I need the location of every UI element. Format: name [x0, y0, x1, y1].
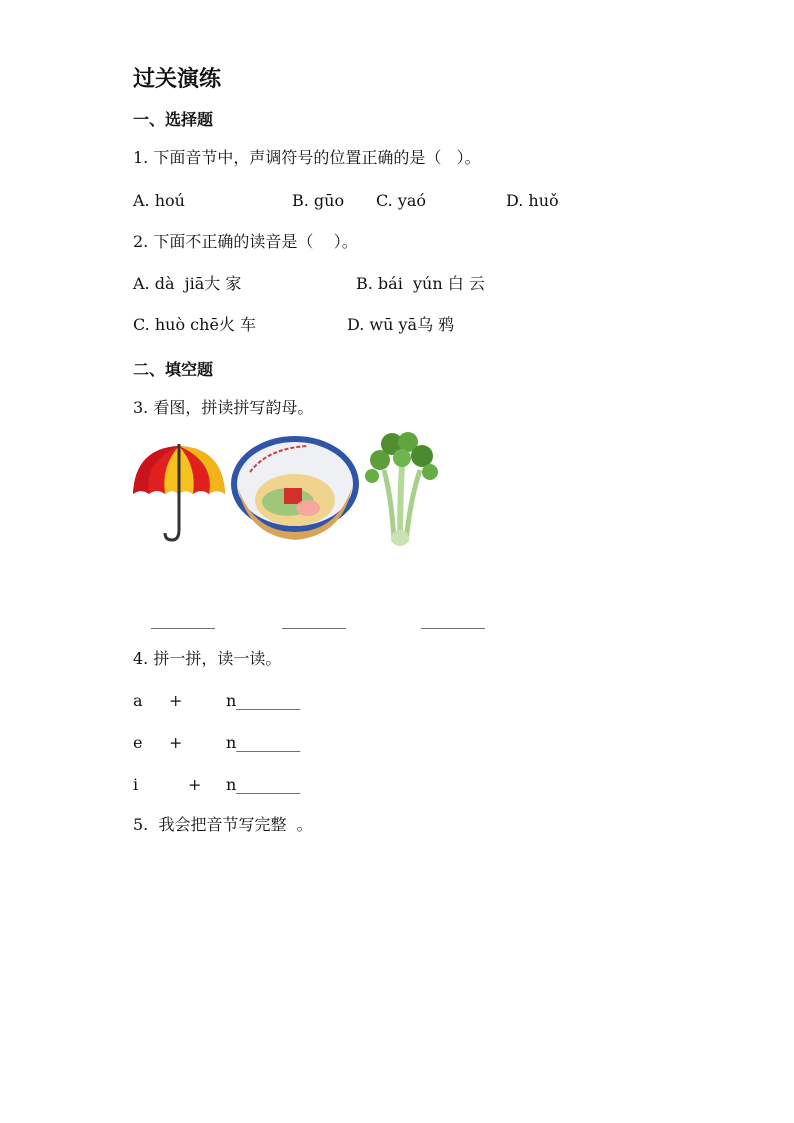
q4-row-3-left: i [133, 775, 139, 794]
q4-row-2-right[interactable]: n________ [226, 733, 301, 752]
q2-option-c: C. huò chē火 车 [133, 315, 256, 334]
page-title: 过关演练 [133, 67, 222, 92]
section-heading-fill: 二、填空题 [133, 360, 214, 379]
q4-row-3-plus: + [188, 775, 202, 794]
question-1-stem: 1. 下面音节中，声调符号的位置正确的是（ ）。 [133, 148, 481, 167]
section-heading-choice: 一、选择题 [133, 110, 214, 129]
q4-row-3-right[interactable]: n________ [226, 775, 301, 794]
q1-option-b: B. gūo [292, 191, 345, 210]
celery-image [364, 430, 440, 548]
bowl-image [228, 432, 362, 544]
q3-blank-1[interactable]: ________ [151, 610, 215, 629]
question-5-stem: 5. 我会把音节写完整 。 [133, 815, 313, 834]
umbrella-image [131, 442, 227, 544]
q2-option-d: D. wū yā乌 鸦 [347, 315, 455, 334]
q4-row-2-left: e [133, 733, 143, 752]
q3-blank-3[interactable]: ________ [421, 610, 485, 629]
q4-row-1-left: a [133, 691, 143, 710]
q1-option-a: A. hoú [133, 191, 185, 210]
q1-option-d: D. huǒ [506, 191, 559, 210]
question-3-stem: 3. 看图，拼读拼写韵母。 [133, 398, 314, 417]
q3-blank-2[interactable]: ________ [282, 610, 346, 629]
q1-option-c: C. yaó [376, 191, 427, 210]
q4-row-1-right[interactable]: n________ [226, 691, 301, 710]
q2-option-b: B. bái yún 白 云 [356, 274, 485, 293]
question-4-stem: 4. 拼一拼，读一读。 [133, 649, 282, 668]
q4-row-2-plus: + [169, 733, 183, 752]
q2-option-a: A. dà jiā大 家 [133, 274, 242, 293]
question-2-stem: 2. 下面不正确的读音是（ ）。 [133, 232, 358, 251]
q4-row-1-plus: + [169, 691, 183, 710]
